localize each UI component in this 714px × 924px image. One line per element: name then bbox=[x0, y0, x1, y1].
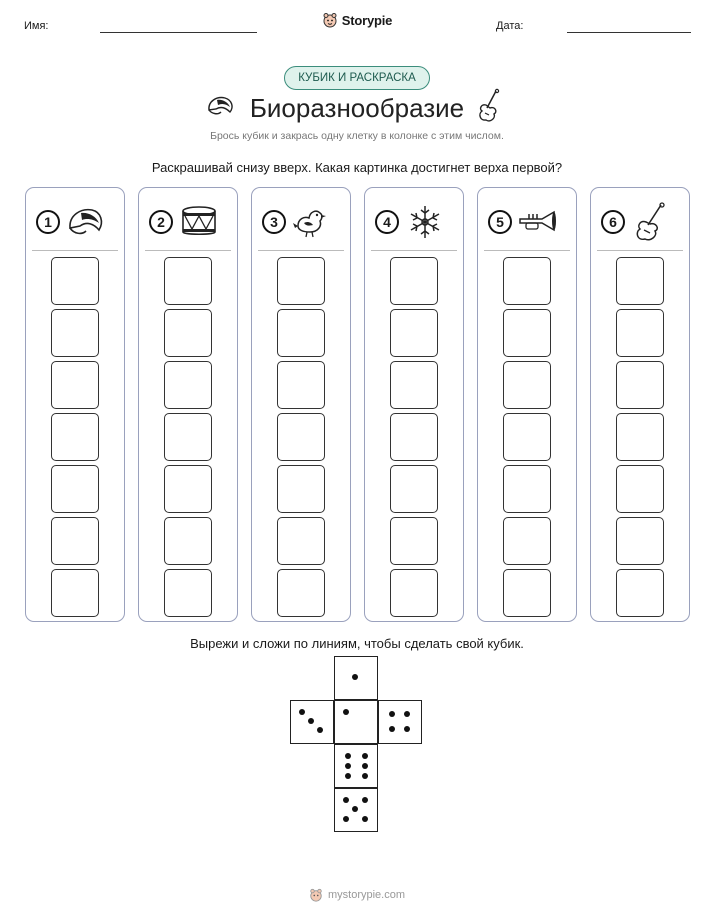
column-divider bbox=[145, 250, 231, 251]
dice-pip bbox=[345, 763, 351, 769]
color-cell[interactable] bbox=[277, 257, 325, 305]
color-cell[interactable] bbox=[503, 569, 551, 617]
color-cell[interactable] bbox=[277, 413, 325, 461]
color-cell[interactable] bbox=[616, 517, 664, 565]
column-number: 3 bbox=[262, 210, 286, 234]
snowflake-icon bbox=[405, 204, 445, 240]
column-6 bbox=[590, 187, 690, 622]
trumpet-icon bbox=[518, 204, 558, 240]
color-cell[interactable] bbox=[390, 413, 438, 461]
color-cell[interactable] bbox=[390, 361, 438, 409]
dice-face-6[interactable] bbox=[334, 744, 378, 788]
dice-pip bbox=[389, 711, 395, 717]
seashell-icon bbox=[66, 204, 106, 240]
color-cell[interactable] bbox=[164, 465, 212, 513]
column-number: 1 bbox=[36, 210, 60, 234]
dice-pip bbox=[343, 797, 349, 803]
column-divider bbox=[32, 250, 118, 251]
color-cell[interactable] bbox=[616, 309, 664, 357]
dice-pip bbox=[404, 711, 410, 717]
dice-pip bbox=[404, 726, 410, 732]
dice-pip bbox=[362, 753, 368, 759]
color-cell[interactable] bbox=[51, 413, 99, 461]
dice-pip bbox=[299, 709, 305, 715]
violin-icon bbox=[476, 88, 502, 124]
color-cell[interactable] bbox=[503, 413, 551, 461]
color-cell[interactable] bbox=[616, 413, 664, 461]
column-number: 6 bbox=[601, 210, 625, 234]
color-cell[interactable] bbox=[616, 257, 664, 305]
brand-logo bbox=[0, 12, 714, 28]
dice-pip bbox=[343, 816, 349, 822]
column-4 bbox=[364, 187, 464, 622]
color-cell[interactable] bbox=[51, 517, 99, 565]
brand-name: Storypie bbox=[341, 12, 393, 28]
color-cell[interactable] bbox=[277, 465, 325, 513]
dice-pip bbox=[362, 773, 368, 779]
column-divider bbox=[597, 250, 683, 251]
footer-url[interactable]: mystorypie.com bbox=[327, 889, 406, 901]
color-cell[interactable] bbox=[616, 569, 664, 617]
date-label: Дата: bbox=[496, 20, 524, 32]
dice-face-1[interactable] bbox=[334, 656, 378, 700]
date-line[interactable] bbox=[567, 32, 691, 33]
column-number: 4 bbox=[375, 210, 399, 234]
page-subtitle: Брось кубик и закрась одну клетку в колонке с этим числом. bbox=[210, 130, 504, 142]
column-1 bbox=[25, 187, 125, 622]
dice-pip bbox=[317, 727, 323, 733]
column-header bbox=[149, 202, 231, 242]
race-instruction: Раскрашивай снизу вверх. Какая картинка достигнет верха первой? bbox=[151, 160, 563, 175]
column-header bbox=[262, 202, 344, 242]
color-cell[interactable] bbox=[164, 517, 212, 565]
footer bbox=[0, 888, 714, 902]
dice-pip bbox=[352, 674, 358, 680]
storypie-mascot-icon bbox=[309, 888, 323, 902]
name-label: Имя: bbox=[24, 20, 49, 32]
column-5 bbox=[477, 187, 577, 622]
color-cell[interactable] bbox=[503, 309, 551, 357]
column-header bbox=[488, 202, 570, 242]
color-cell[interactable] bbox=[503, 361, 551, 409]
color-cell[interactable] bbox=[164, 569, 212, 617]
dice-pip bbox=[345, 773, 351, 779]
cut-instruction: Вырежи и сложи по линиям, чтобы сделать свой кубик. bbox=[190, 636, 524, 651]
color-cell[interactable] bbox=[51, 309, 99, 357]
column-number: 2 bbox=[149, 210, 173, 234]
column-number: 5 bbox=[488, 210, 512, 234]
category-badge: КУБИК И РАСКРАСКА bbox=[284, 66, 430, 90]
color-cell[interactable] bbox=[277, 517, 325, 565]
column-divider bbox=[371, 250, 457, 251]
color-cell[interactable] bbox=[390, 569, 438, 617]
color-cell[interactable] bbox=[277, 569, 325, 617]
name-line[interactable] bbox=[100, 32, 257, 33]
dice-pip bbox=[345, 753, 351, 759]
dice-face-4[interactable] bbox=[378, 700, 422, 744]
bird-icon bbox=[292, 204, 332, 240]
color-cell[interactable] bbox=[51, 361, 99, 409]
dice-pip bbox=[352, 806, 358, 812]
color-cell[interactable] bbox=[503, 465, 551, 513]
color-cell[interactable] bbox=[51, 257, 99, 305]
color-cell[interactable] bbox=[503, 517, 551, 565]
color-cell[interactable] bbox=[277, 309, 325, 357]
dice-pip bbox=[362, 816, 368, 822]
color-cell[interactable] bbox=[164, 257, 212, 305]
column-header bbox=[375, 202, 457, 242]
color-cell[interactable] bbox=[164, 309, 212, 357]
color-cell[interactable] bbox=[51, 465, 99, 513]
violin-icon bbox=[631, 202, 671, 242]
column-2 bbox=[138, 187, 238, 622]
color-cell[interactable] bbox=[390, 517, 438, 565]
page-title: Биоразнообразие bbox=[249, 93, 465, 123]
column-3 bbox=[251, 187, 351, 622]
dice-pip bbox=[343, 709, 349, 715]
drum-icon bbox=[179, 204, 219, 240]
color-cell[interactable] bbox=[277, 361, 325, 409]
color-cell[interactable] bbox=[616, 361, 664, 409]
dice-pip bbox=[362, 763, 368, 769]
color-cell[interactable] bbox=[51, 569, 99, 617]
dice-face-5[interactable] bbox=[334, 788, 378, 832]
column-divider bbox=[258, 250, 344, 251]
column-header bbox=[36, 202, 118, 242]
color-cell[interactable] bbox=[164, 413, 212, 461]
dice-pip bbox=[362, 797, 368, 803]
color-cell[interactable] bbox=[390, 309, 438, 357]
column-header bbox=[601, 202, 683, 242]
color-cell[interactable] bbox=[503, 257, 551, 305]
color-cell[interactable] bbox=[390, 257, 438, 305]
dice-pip bbox=[308, 718, 314, 724]
column-divider bbox=[484, 250, 570, 251]
color-cell[interactable] bbox=[164, 361, 212, 409]
dice-face-3[interactable] bbox=[290, 700, 334, 744]
color-cell[interactable] bbox=[390, 465, 438, 513]
dice-pip bbox=[389, 726, 395, 732]
storypie-mascot-icon bbox=[322, 12, 338, 28]
color-cell[interactable] bbox=[616, 465, 664, 513]
dice-face-1-center[interactable] bbox=[334, 700, 378, 744]
